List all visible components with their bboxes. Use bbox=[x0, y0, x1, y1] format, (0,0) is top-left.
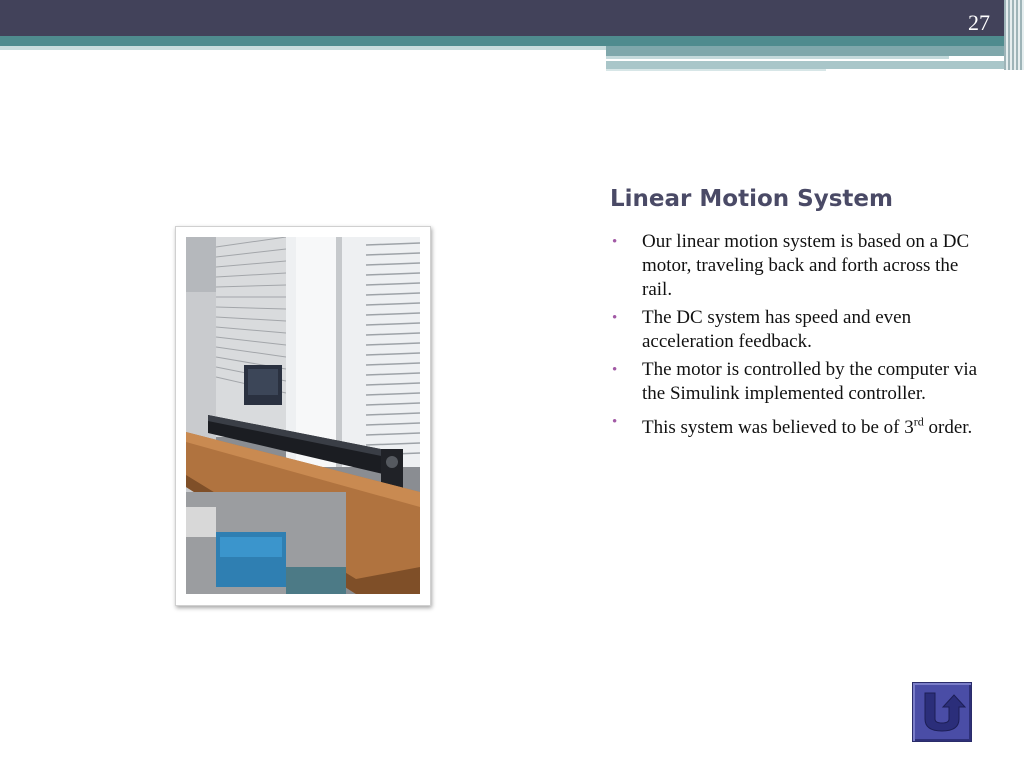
slide-number: 27 bbox=[968, 10, 990, 35]
slide-title: Linear Motion System bbox=[610, 186, 893, 212]
bullet-dot-icon: • bbox=[612, 414, 618, 430]
header-edge-pattern bbox=[1004, 0, 1024, 70]
header-accent-band bbox=[0, 36, 1024, 46]
header-band bbox=[0, 0, 1024, 36]
bullet-text-main: This system was believed to be of 3 bbox=[642, 417, 914, 439]
bullet-item bbox=[610, 306, 990, 354]
return-arrow-icon bbox=[913, 683, 971, 741]
bullet-list bbox=[610, 230, 990, 444]
bullet-text: The motor is controlled by the computer via the Simulink implemented controller. bbox=[642, 359, 978, 404]
photo-illustration bbox=[186, 237, 420, 594]
header-right-stripe-lower bbox=[606, 61, 1006, 69]
bullet-dot-icon: • bbox=[612, 234, 618, 250]
bullet-text: Our linear motion system is based on a DC motor, traveling back and forth across the rail. bbox=[642, 231, 970, 300]
bullet-item bbox=[610, 358, 990, 406]
bullet-dot-icon: • bbox=[612, 362, 618, 378]
photo-frame bbox=[175, 226, 431, 606]
bullet-text: The DC system has speed and even acceleration feedback. bbox=[642, 307, 912, 352]
bullet-dot-icon: • bbox=[612, 310, 618, 326]
return-button[interactable] bbox=[912, 682, 972, 742]
bullet-item bbox=[610, 410, 990, 440]
ordinal-suffix: rd bbox=[913, 415, 924, 429]
linear-motion-rail-photo bbox=[186, 237, 420, 594]
bullet-item bbox=[610, 230, 990, 302]
header-light-stripe bbox=[0, 46, 606, 50]
header-right-line-lower bbox=[606, 69, 826, 71]
bullet-text-end: order. bbox=[923, 417, 973, 439]
header-right-line bbox=[606, 56, 949, 59]
header-right-stripe bbox=[606, 46, 1006, 56]
bullet-text bbox=[642, 417, 972, 438]
